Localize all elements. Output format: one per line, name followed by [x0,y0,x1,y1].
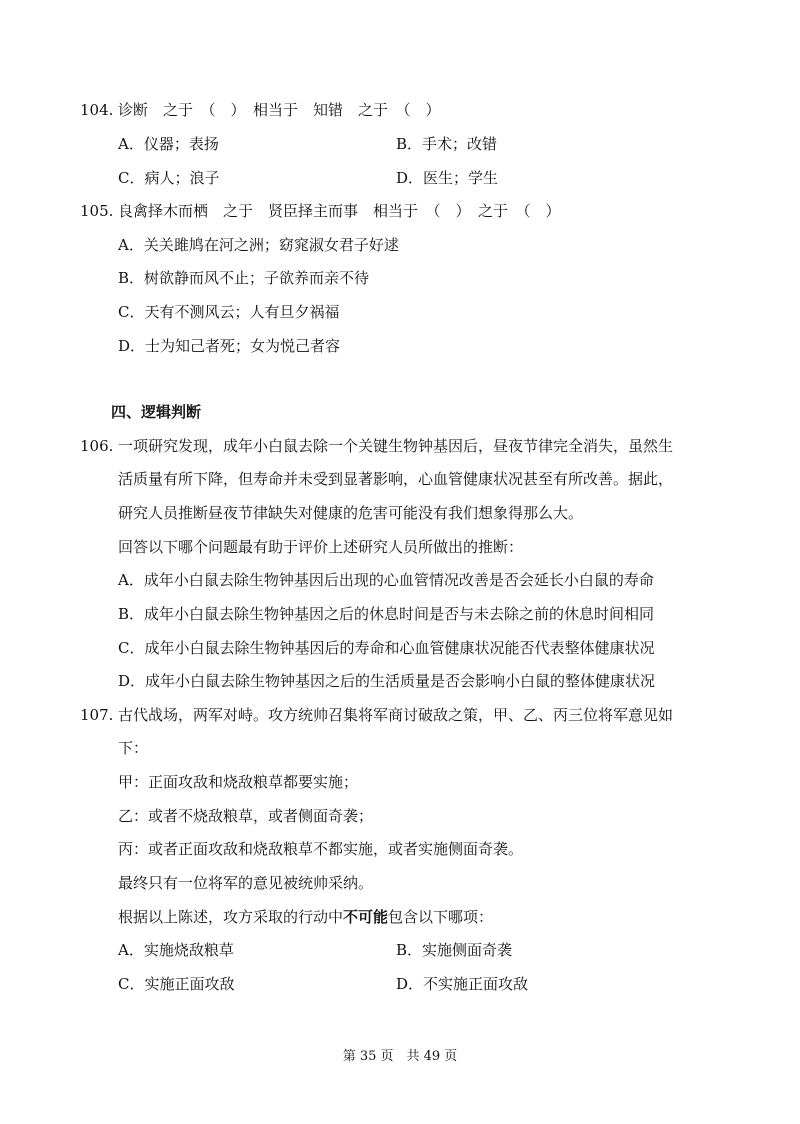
question-prompt-pre: 根据以上陈述，攻方采取的行动中 [118,908,344,926]
general-opinion-yi: 乙：或者不烧敌粮草，或者侧面奇袭； [118,807,374,825]
question-number: 107. [80,706,114,724]
option-b: B．成年小白鼠去除生物钟基因之后的休息时间是否与未去除之前的休息时间相同 [118,605,655,623]
option-b: B．树欲静而风不止；子欲养而亲不待 [118,269,370,287]
question-stem-line: 最终只有一位将军的意见被统帅采纳。 [118,874,374,892]
question-stem-line: 研究人员推断昼夜节律缺失对健康的危害可能没有我们想象得那么大。 [118,504,584,522]
question-stem-line: 古代战场，两军对峙。攻方统帅召集将军商讨破敌之策，甲、乙、丙三位将军意见如 [118,706,674,724]
general-opinion-jia: 甲：正面攻敌和烧敌粮草都要实施； [118,773,359,791]
option-a: A．关关雎鸠在河之洲；窈窕淑女君子好逑 [118,236,399,254]
option-a: A．成年小白鼠去除生物钟基因后出现的心血管情况改善是否会延长小白鼠的寿命 [118,571,654,589]
option-c: C．病人；浪子 [118,169,220,187]
section-heading: 四、逻辑判断 [111,403,202,421]
option-a: A．实施烧敌粮草 [118,941,234,959]
question-stem-line: 下： [118,739,149,757]
question-prompt: 回答以下哪个问题最有助于评价上述研究人员所做出的推断： [118,538,524,556]
general-opinion-bing: 丙：或者正面攻敌和烧敌粮草不都实施，或者实施侧面奇袭。 [118,840,524,858]
question-stem: 诊断 之于 （ ） 相当于 知错 之于 （ ） [118,101,441,119]
question-prompt-post: 包含以下哪项： [388,908,494,926]
option-c: C．成年小白鼠去除生物钟基因后的寿命和心血管健康状况能否代表整体健康状况 [118,639,655,657]
option-d: D．不实施正面攻敌 [396,975,529,993]
option-d: D．医生；学生 [396,169,499,187]
option-d: D．士为知己者死；女为悦己者容 [118,337,341,355]
question-prompt-emphasis: 不可能 [343,908,389,926]
question-stem-line: 活质量有所下降，但寿命并未受到显著影响，心血管健康状况甚至有所改善。据此， [118,470,674,488]
option-c: C．天有不测风云；人有旦夕祸福 [118,303,340,321]
question-number: 104. [80,101,114,119]
option-d: D．成年小白鼠去除生物钟基因之后的生活质量是否会影响小白鼠的整体健康状况 [118,672,656,690]
option-b: B．手术；改错 [396,135,498,153]
option-c: C．实施正面攻敌 [118,975,235,993]
question-number: 105. [80,202,114,220]
question-prompt [118,907,493,927]
page-footer: 第 35 页 共 49 页 [342,1049,458,1064]
question-stem-line: 一项研究发现，成年小白鼠去除一个关键生物钟基因后，昼夜节律完全消失，虽然生 [118,437,674,455]
option-a: A．仪器；表扬 [118,135,219,153]
question-number: 106. [80,437,114,455]
question-stem: 良禽择木而栖 之于 贤臣择主而事 相当于 （ ） 之于 （ ） [118,202,561,220]
option-b: B．实施侧面奇袭 [396,941,513,959]
